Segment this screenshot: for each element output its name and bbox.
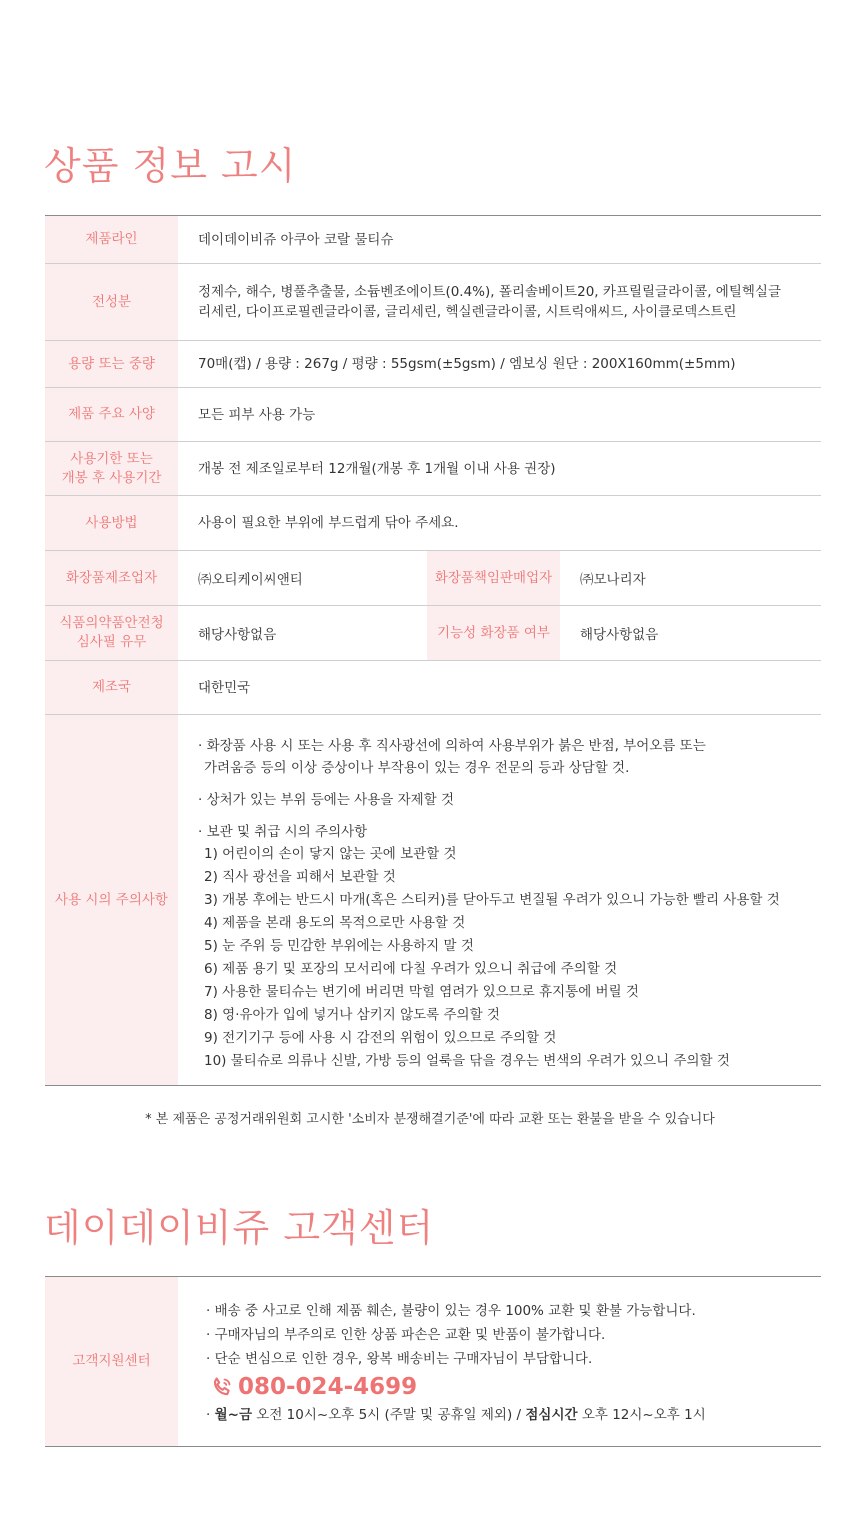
caution-sub-item: 3) 개봉 후에는 반드시 마개(혹은 스티커)를 닫아두고 변질될 우려가 있으니 가능한 빨리 사용할 것 [204,892,780,908]
hours-time: 오전 10시~오후 5시 (주말 및 공휴일 제외) / [252,1407,526,1423]
phone-number[interactable] [210,1371,821,1403]
support-line: · 배송 중 사고로 인해 제품 훼손, 불량이 있는 경우 100% 교환 및 환불 가능합니다. [206,1303,696,1319]
row-expiry [45,442,821,496]
caution-item-1-line-1: · 화장품 사용 시 또는 사용 후 직사광선에 의하여 사용부위가 붉은 반점, 부어오름 또는 [198,738,706,754]
value-manufacturer: ㈜오티케이씨앤티 [178,551,427,606]
label-approval [45,606,178,661]
label-volume: 용량 또는 중량 [45,341,178,388]
label-approval-line-2: 심사필 유무 [76,634,147,650]
row-spec [45,388,821,442]
caution-sub-item: 6) 제품 용기 및 포장의 모서리에 다칠 우려가 있으니 취급에 주의할 것 [204,961,618,977]
label-customer-support: 고객지원센터 [45,1277,178,1447]
row-origin [45,661,821,715]
business-hours [206,1403,821,1427]
row-caution [45,715,821,1086]
label-usage: 사용방법 [45,496,178,551]
caution-item-1-line-2: 가려움증 등의 이상 증상이나 부작용이 있는 경우 전문의 등과 상담할 것. [204,760,630,776]
caution-sub-item: 10) 물티슈로 의류나 신발, 가방 등의 얼룩을 닦을 경우는 변색의 우려가 있으니 주의할 것 [204,1053,730,1069]
caution-sub-item: 5) 눈 주위 등 민감한 부위에는 사용하지 말 것 [204,938,474,954]
label-seller: 화장품책임판매업자 [427,551,560,606]
product-info-table [45,215,821,1086]
value-origin: 대한민국 [178,661,821,715]
label-product-line: 제품라인 [45,216,178,264]
caution-item [198,821,821,1073]
lunch-label: 점심시간 [525,1407,578,1423]
hours-days: 월~금 [214,1407,252,1423]
label-expiry [45,442,178,496]
customer-support-list [178,1277,821,1445]
caution-list [178,715,821,1085]
value-functional: 해당사항없음 [560,606,821,661]
row-customer-support [45,1277,821,1447]
row-ingredients [45,264,821,341]
caution-sub-item: 8) 영·유아가 입에 넣거나 삼키지 않도록 주의할 것 [204,1007,500,1023]
product-info-title: 상품 정보 고시 [44,144,297,188]
support-line: · 구매자님의 부주의로 인한 상품 파손은 교환 및 반품이 불가합니다. [206,1327,606,1343]
row-manufacturer [45,551,821,606]
label-expiry-line-1: 사용기한 또는 [70,450,153,467]
value-ingredients [178,264,821,341]
value-caution [178,715,821,1086]
caution-sub-item: 7) 사용한 물티슈는 변기에 버리면 막힐 염려가 있으므로 휴지통에 버릴 것 [204,984,639,1000]
label-ingredients: 전성분 [45,264,178,341]
value-usage: 사용이 필요한 부위에 부드럽게 닦아 주세요. [178,496,821,551]
row-volume [45,341,821,388]
label-manufacturer: 화장품제조업자 [45,551,178,606]
value-seller: ㈜모나리자 [560,551,821,606]
value-expiry: 개봉 전 제조일로부터 12개월(개봉 후 1개월 이내 사용 권장) [178,442,821,496]
phone-icon [210,1375,234,1399]
caution-sub-item: 4) 제품을 본래 용도의 목적으로만 사용할 것 [204,915,466,931]
label-functional: 기능성 화장품 여부 [427,606,560,661]
hours-prefix: · [206,1407,215,1423]
value-approval: 해당사항없음 [178,606,427,661]
value-volume: 70매(캡) / 용량 : 267g / 평량 : 55gsm(±5gsm) / 엠보싱 원단 : 200X160mm(±5mm) [178,341,821,388]
caution-sub-list [198,843,821,1073]
value-spec: 모든 피부 사용 가능 [178,388,821,442]
refund-notice: * 본 제품은 공정거래위원회 고시한 '소비자 분쟁해결기준'에 따라 교환 또는 환불을 받을 수 있습니다 [145,1112,715,1127]
row-usage [45,496,821,551]
ingredients-line-2: 리세린, 다이프로필렌글라이콜, 글리세린, 헥실렌글라이콜, 시트릭애씨드, 사이클로덱스트린 [198,304,737,320]
label-origin: 제조국 [45,661,178,715]
caution-item: · 상처가 있는 부위 등에는 사용을 자제할 것 [198,792,455,808]
customer-center-title: 데이데이비쥬 고객센터 [44,1206,435,1250]
customer-center-table [45,1276,821,1447]
phone-number-text: 080-024-4699 [238,1374,418,1400]
lunch-time: 오후 12시~오후 1시 [577,1407,706,1423]
caution-item-3-heading: · 보관 및 취급 시의 주의사항 [198,824,368,840]
support-line: · 단순 변심으로 인한 경우, 왕복 배송비는 구매자님이 부담합니다. [206,1351,593,1367]
row-approval [45,606,821,661]
caution-sub-item: 2) 직사 광선을 피해서 보관할 것 [204,869,396,885]
label-spec: 제품 주요 사양 [45,388,178,442]
caution-sub-item: 9) 전기기구 등에 사용 시 감전의 위험이 있으므로 주의할 것 [204,1030,557,1046]
value-product-line: 데이데이비쥬 아쿠아 코랄 물티슈 [178,216,821,264]
label-caution: 사용 시의 주의사항 [45,715,178,1086]
caution-sub-item: 1) 어린이의 손이 닿지 않는 곳에 보관할 것 [204,846,457,862]
label-approval-line-1: 식품의약품안전청 [59,615,164,631]
value-customer-support [178,1277,821,1447]
ingredients-line-1: 정제수, 해수, 병풀추출물, 소듐벤조에이트(0.4%), 폴리솔베이트20, 카프릴릴글라이콜, 에틸헥실글 [198,284,781,300]
row-product-line [45,216,821,264]
label-expiry-line-2: 개봉 후 사용기간 [61,469,162,486]
caution-item [198,735,821,779]
